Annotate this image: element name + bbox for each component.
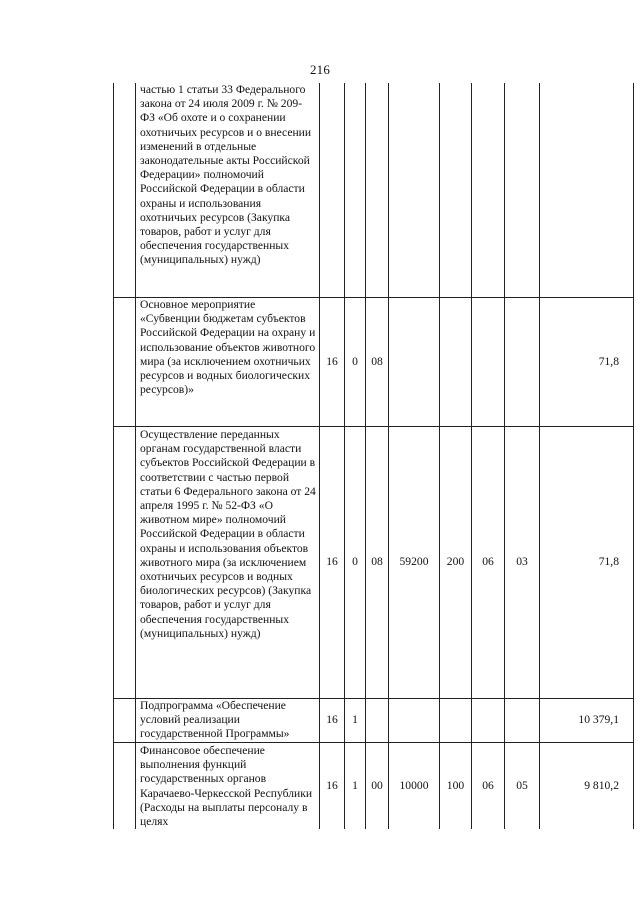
event-cell <box>366 699 389 743</box>
expense-type-cell <box>440 83 472 298</box>
amount-cell: 9 810,2 <box>540 743 634 830</box>
subprogram-cell: 0 <box>345 298 366 427</box>
table-row <box>114 699 634 743</box>
section-cell: 06 <box>472 427 505 699</box>
program-cell: 16 <box>320 298 345 427</box>
event-cell: 08 <box>366 427 389 699</box>
direction-cell <box>389 298 440 427</box>
expense-type-cell <box>440 699 472 743</box>
number-cell <box>114 699 136 743</box>
amount-cell: 71,8 <box>540 427 634 699</box>
subsection-cell: 05 <box>505 743 540 830</box>
direction-cell: 59200 <box>389 427 440 699</box>
name-cell <box>136 699 320 743</box>
amount-cell: 71,8 <box>540 298 634 427</box>
row-name: Осуществление переданных органам государственной власти субъектов Российской Федерации в соответствии с частью первой статьи 6 Федерального закона от 24 апреля 1995 г. № 52-ФЗ «О животном мире» полномочий Российской Федерации в области охраны и использования объектов животного мира (за исключением охотничьих ресурсов и водных биологических ресурсов) (Закупка товаров, работ и услуг для обеспечения государственных (муниципальных) нужд) <box>140 428 316 640</box>
number-cell <box>114 743 136 830</box>
section-cell <box>472 298 505 427</box>
number-cell <box>114 298 136 427</box>
amount-cell: 10 379,1 <box>540 699 634 743</box>
expense-type-cell: 100 <box>440 743 472 830</box>
program-cell: 16 <box>320 743 345 830</box>
number-cell <box>114 427 136 699</box>
name-cell <box>136 427 320 699</box>
section-cell: 06 <box>472 743 505 830</box>
row-name: Финансовое обеспечение выполнения функций государственных органов Карачаево-Черкесской Республики (Расходы на выплаты персоналу в целях <box>140 744 313 829</box>
subprogram-cell: 1 <box>345 699 366 743</box>
page-number: 216 <box>309 62 331 77</box>
direction-cell <box>389 699 440 743</box>
subsection-cell <box>505 298 540 427</box>
subsection-cell <box>505 699 540 743</box>
direction-cell: 10000 <box>389 743 440 830</box>
subsection-cell <box>505 83 540 298</box>
name-cell <box>136 743 320 830</box>
expense-type-cell <box>440 298 472 427</box>
program-cell <box>320 83 345 298</box>
number-cell <box>114 83 136 298</box>
subprogram-cell: 1 <box>345 743 366 830</box>
table-row <box>114 427 634 699</box>
table-row <box>114 298 634 427</box>
subprogram-cell: 0 <box>345 427 366 699</box>
row-name: частью 1 статьи 33 Федерального закона от 24 июля 2009 г. № 209-ФЗ «Об охоте и о сохранении охотничьих ресурсов и о внесении изменений в отдельные законодательные акты Российской Федерации» полномочий Российской Федерации в области охраны и использования охотничьих ресурсов (Закупка товаров, работ и услуг для обеспечения государственных (муниципальных) нужд) <box>140 83 312 267</box>
budget-table <box>113 83 634 829</box>
table-row <box>114 83 634 298</box>
direction-cell <box>389 83 440 298</box>
subsection-cell: 03 <box>505 427 540 699</box>
expense-type-cell: 200 <box>440 427 472 699</box>
name-cell <box>136 298 320 427</box>
subprogram-cell <box>345 83 366 298</box>
event-cell: 08 <box>366 298 389 427</box>
name-cell <box>136 83 320 298</box>
row-name: Подпрограмма «Обеспечение условий реализации государственной Программы» <box>140 699 290 741</box>
program-cell: 16 <box>320 427 345 699</box>
event-cell: 00 <box>366 743 389 830</box>
section-cell <box>472 699 505 743</box>
program-cell: 16 <box>320 699 345 743</box>
table-row <box>114 743 634 830</box>
section-cell <box>472 83 505 298</box>
amount-cell <box>540 83 634 298</box>
row-name: Основное мероприятие «Субвенции бюджетам субъектов Российской Федерации на охрану и использование объектов животного мира (за исключением охотничьих ресурсов и водных биологических ресурсов)» <box>140 298 316 397</box>
event-cell <box>366 83 389 298</box>
